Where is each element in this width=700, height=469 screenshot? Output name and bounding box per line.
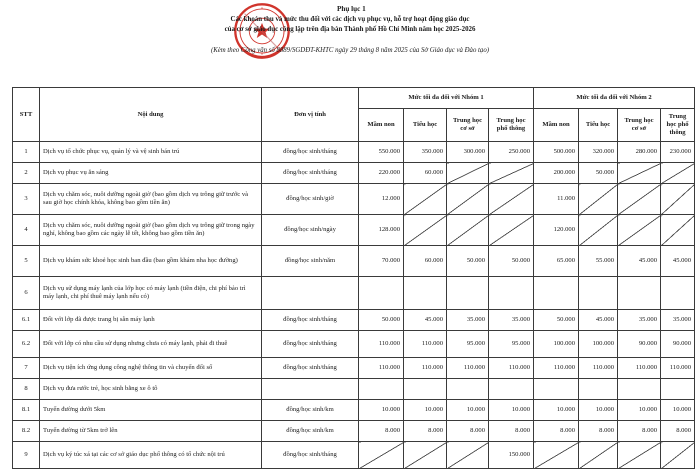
group1-value-cell (447, 442, 489, 469)
header-level-upper-secondary: Trung học phổ thông (661, 109, 695, 142)
group1-value-cell: 95.000 (447, 331, 489, 358)
group2-value-cell: 10.000 (534, 400, 579, 421)
appendix-label: Phụ lục 1 (337, 5, 366, 13)
group1-value-cell: 110.000 (404, 331, 447, 358)
row-unit: đồng/học sinh/tháng (262, 163, 359, 184)
group1-value-cell (489, 277, 534, 310)
group2-value-cell: 90.000 (661, 331, 695, 358)
group2-value-cell (534, 277, 579, 310)
group2-value-cell: 8.000 (534, 421, 579, 442)
group1-value-cell: 95.000 (489, 331, 534, 358)
row-unit: đồng/học sinh/tháng (262, 331, 359, 358)
group1-value-cell: 110.000 (489, 358, 534, 379)
row-stt: 8 (13, 379, 40, 400)
row-stt: 1 (13, 142, 40, 163)
group2-value-cell: 110.000 (661, 358, 695, 379)
group1-value-cell (404, 184, 447, 215)
row-unit (262, 379, 359, 400)
group1-value-cell: 35.000 (447, 310, 489, 331)
header-group1: Mức tối đa đối với Nhóm 1 (359, 88, 534, 109)
group2-value-cell (661, 163, 695, 184)
group2-value-cell: 55.000 (579, 246, 618, 277)
group2-value-cell: 110.000 (579, 358, 618, 379)
row-content: Dịch vụ đưa rước trẻ, học sinh bằng xe ô tô (40, 379, 262, 400)
group1-value-cell: 550.000 (359, 142, 404, 163)
table-row (13, 163, 695, 184)
group1-value-cell: 35.000 (489, 310, 534, 331)
row-unit: đồng/học sinh/tháng (262, 358, 359, 379)
group2-value-cell: 230.000 (661, 142, 695, 163)
group1-value-cell (447, 379, 489, 400)
table-row (13, 184, 695, 215)
group1-value-cell (404, 379, 447, 400)
group2-value-cell: 320.000 (579, 142, 618, 163)
table-row (13, 358, 695, 379)
group2-value-cell: 10.000 (579, 400, 618, 421)
table-row (13, 142, 695, 163)
group2-value-cell: 35.000 (618, 310, 661, 331)
row-content: Dịch vụ phục vụ ăn sáng (40, 163, 262, 184)
group2-value-cell (579, 442, 618, 469)
group1-value-cell: 50.000 (359, 310, 404, 331)
row-content: Dịch vụ sử dụng máy lạnh của lớp học có máy lạnh (tiền điện, chi phí bảo trì máy lạnh, chi phí thuê máy lạnh nếu có) (40, 277, 262, 310)
row-content: Dịch vụ khám sức khoẻ học sinh ban đầu (bao gồm khám nha học đường) (40, 246, 262, 277)
group1-value-cell: 220.000 (359, 163, 404, 184)
group1-value-cell (359, 277, 404, 310)
group1-value-cell: 128.000 (359, 215, 404, 246)
group1-value-cell: 70.000 (359, 246, 404, 277)
row-unit: đồng/học sinh/tháng (262, 442, 359, 469)
group1-value-cell (359, 442, 404, 469)
group2-value-cell (579, 379, 618, 400)
row-content: Dịch vụ chăm sóc, nuôi dưỡng ngoài giờ (bao gồm dịch vụ trông giữ trước và sau giờ học chính khóa, không bao gồm tiền ăn) (40, 184, 262, 215)
group1-value-cell (447, 277, 489, 310)
group1-value-cell: 110.000 (447, 358, 489, 379)
group1-value-cell (489, 379, 534, 400)
group1-value-cell: 110.000 (359, 358, 404, 379)
header-level-primary: Tiểu học (404, 109, 447, 142)
group1-value-cell (447, 215, 489, 246)
row-stt: 5 (13, 246, 40, 277)
group2-value-cell (618, 184, 661, 215)
group1-value-cell: 8.000 (404, 421, 447, 442)
header-level-lower-secondary: Trung học cơ sở (447, 109, 489, 142)
group2-value-cell: 45.000 (661, 246, 695, 277)
table-row (13, 331, 695, 358)
table-row (13, 246, 695, 277)
group1-value-cell: 350.000 (404, 142, 447, 163)
group2-value-cell: 8.000 (618, 421, 661, 442)
group1-value-cell (489, 215, 534, 246)
fee-table-body (13, 142, 695, 469)
group2-value-cell: 10.000 (661, 400, 695, 421)
group2-value-cell: 110.000 (534, 358, 579, 379)
group2-value-cell: 45.000 (579, 310, 618, 331)
group2-value-cell: 10.000 (618, 400, 661, 421)
row-content: Dịch vụ ký túc xá tại các cơ sở giáo dục phổ thông có tổ chức nội trú (40, 442, 262, 469)
group2-value-cell: 500.000 (534, 142, 579, 163)
group2-value-cell (579, 215, 618, 246)
group1-value-cell: 300.000 (447, 142, 489, 163)
group2-value-cell (661, 277, 695, 310)
header-stt: STT (13, 88, 40, 142)
group2-value-cell (618, 163, 661, 184)
group1-value-cell: 250.000 (489, 142, 534, 163)
table-row (13, 277, 695, 310)
row-stt: 6 (13, 277, 40, 310)
group1-value-cell: 10.000 (404, 400, 447, 421)
row-stt: 9 (13, 442, 40, 469)
group2-value-cell (618, 442, 661, 469)
group1-value-cell: 150.000 (489, 442, 534, 469)
group2-value-cell: 120.000 (534, 215, 579, 246)
table-row (13, 379, 695, 400)
row-stt: 4 (13, 215, 40, 246)
group1-value-cell (447, 163, 489, 184)
header-unit: Đơn vị tính (262, 88, 359, 142)
group2-value-cell: 100.000 (534, 331, 579, 358)
row-stt: 8.2 (13, 421, 40, 442)
group1-value-cell: 8.000 (359, 421, 404, 442)
group1-value-cell: 8.000 (447, 421, 489, 442)
table-row (13, 215, 695, 246)
group2-value-cell: 200.000 (534, 163, 579, 184)
row-unit: đồng/học sinh/km (262, 421, 359, 442)
header-level-preschool: Mầm non (359, 109, 404, 142)
group2-value-cell: 50.000 (579, 163, 618, 184)
group1-value-cell: 50.000 (447, 246, 489, 277)
row-content: Dịch vụ tổ chức phục vụ, quản lý và vệ sinh bán trú (40, 142, 262, 163)
group2-value-cell: 50.000 (534, 310, 579, 331)
group1-value-cell (404, 277, 447, 310)
row-unit: đồng/học sinh/năm (262, 246, 359, 277)
header-level-primary: Tiểu học (579, 109, 618, 142)
table-row (13, 421, 695, 442)
row-stt: 3 (13, 184, 40, 215)
group2-value-cell (618, 215, 661, 246)
group2-value-cell (534, 379, 579, 400)
row-content: Dịch vụ tiện ích ứng dụng công nghệ thông tin và chuyển đổi số (40, 358, 262, 379)
row-stt: 2 (13, 163, 40, 184)
row-unit: đồng/học sinh/km (262, 400, 359, 421)
group1-value-cell (447, 184, 489, 215)
header-group2: Mức tối đa đối với Nhóm 2 (534, 88, 695, 109)
group2-value-cell: 110.000 (618, 358, 661, 379)
group1-value-cell (359, 379, 404, 400)
row-stt: 6.1 (13, 310, 40, 331)
group2-value-cell (661, 215, 695, 246)
group2-value-cell (618, 277, 661, 310)
table-row (13, 400, 695, 421)
group1-value-cell: 110.000 (359, 331, 404, 358)
row-stt: 7 (13, 358, 40, 379)
table-row (13, 442, 695, 469)
row-content: Tuyến đường dưới 5km (40, 400, 262, 421)
group2-value-cell (618, 379, 661, 400)
row-content: Dịch vụ chăm sóc, nuôi dưỡng ngoài giờ (bao gồm dịch vụ trông giữ trong ngày nghỉ, không bao gồm các ngày lễ tết, không bao gồm tiền ăn) (40, 215, 262, 246)
row-content: Tuyến đường từ 5km trở lên (40, 421, 262, 442)
group2-value-cell (661, 184, 695, 215)
group2-value-cell (534, 442, 579, 469)
group2-value-cell: 280.000 (618, 142, 661, 163)
row-unit: đồng/học sinh/ngày (262, 215, 359, 246)
document-subtitle: của cơ sở giáo dục công lập trên địa bàn Thành phố Hồ Chí Minh năm học 2025-2026 (224, 26, 476, 33)
group1-value-cell: 60.000 (404, 163, 447, 184)
group1-value-cell: 10.000 (359, 400, 404, 421)
header-level-lower-secondary: Trung học cơ sở (618, 109, 661, 142)
group1-value-cell: 50.000 (489, 246, 534, 277)
group2-value-cell: 11.000 (534, 184, 579, 215)
header-level-preschool: Mầm non (534, 109, 579, 142)
group2-value-cell (579, 184, 618, 215)
group1-value-cell (489, 184, 534, 215)
row-unit (262, 277, 359, 310)
group2-value-cell (661, 442, 695, 469)
group2-value-cell: 90.000 (618, 331, 661, 358)
group1-value-cell: 10.000 (447, 400, 489, 421)
group1-value-cell: 110.000 (404, 358, 447, 379)
row-content: Đối với lớp có nhu cầu sử dụng nhưng chưa có máy lạnh, phải đi thuê (40, 331, 262, 358)
group1-value-cell: 45.000 (404, 310, 447, 331)
document-title: Các khoản thu và mức thu đối với các dịch vụ phục vụ, hỗ trợ hoạt động giáo dục (230, 16, 470, 23)
row-unit: đồng/học sinh/tháng (262, 310, 359, 331)
group2-value-cell: 100.000 (579, 331, 618, 358)
group1-value-cell: 60.000 (404, 246, 447, 277)
group1-value-cell: 12.000 (359, 184, 404, 215)
group2-value-cell (661, 379, 695, 400)
row-unit: đồng/học sinh/tháng (262, 142, 359, 163)
group2-value-cell: 8.000 (579, 421, 618, 442)
row-stt: 8.1 (13, 400, 40, 421)
header-level-upper-secondary: Trung học phổ thông (489, 109, 534, 142)
group2-value-cell: 35.000 (661, 310, 695, 331)
header-content: Nội dung (40, 88, 262, 142)
group1-value-cell (404, 215, 447, 246)
document-reference: (Kèm theo Công văn số 8889/SGDĐT-KHTC ngày 29 tháng 8 năm 2025 của Sở Giáo dục và Đào tạo) (210, 47, 489, 54)
group1-value-cell (489, 163, 534, 184)
group2-value-cell (579, 277, 618, 310)
row-content: Đối với lớp đã được trang bị sẵn máy lạnh (40, 310, 262, 331)
group2-value-cell: 8.000 (661, 421, 695, 442)
row-unit: đồng/học sinh/giờ (262, 184, 359, 215)
fee-table (12, 87, 695, 469)
group1-value-cell: 10.000 (489, 400, 534, 421)
row-stt: 6.2 (13, 331, 40, 358)
table-row (13, 310, 695, 331)
group1-value-cell (404, 442, 447, 469)
group1-value-cell: 8.000 (489, 421, 534, 442)
group2-value-cell: 45.000 (618, 246, 661, 277)
group2-value-cell: 65.000 (534, 246, 579, 277)
